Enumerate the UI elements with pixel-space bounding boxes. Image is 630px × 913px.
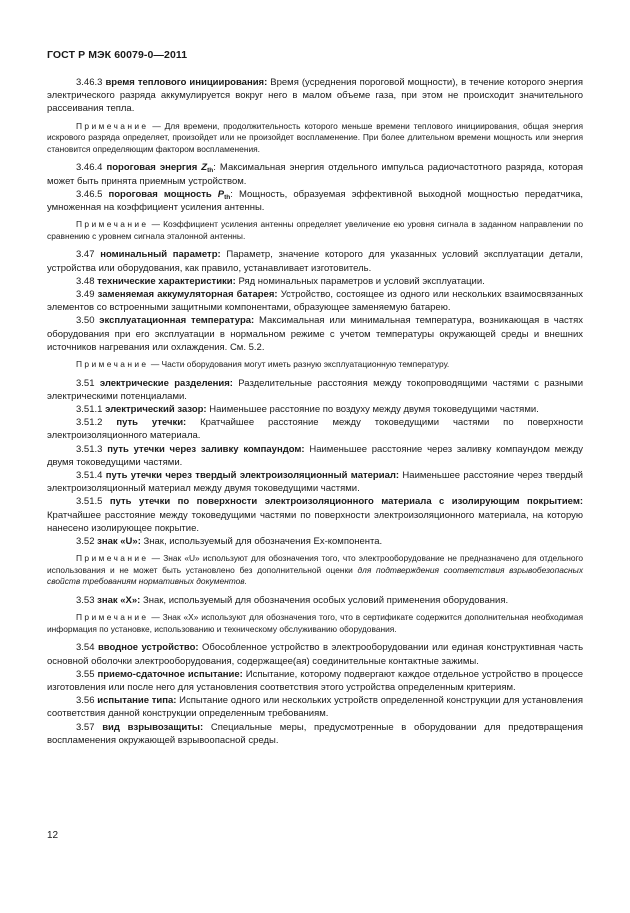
- definition: Наименьшее расстояние через твердый электроизоляционный материал между двумя токоведущими частями.: [47, 470, 583, 495]
- term: приемо-сдаточное испытание:: [97, 668, 243, 680]
- definition: Знак, используемый для обозначения Ex-компонента.: [143, 536, 383, 548]
- term: путь утечки:: [116, 417, 187, 429]
- note-label: Примечание: [76, 219, 149, 230]
- note-label: Примечание: [76, 120, 149, 131]
- clause-number: 3.47: [76, 249, 95, 261]
- clause-number: 3.52: [76, 536, 95, 548]
- definition: Параметр, значение которого для указанных условий эксплуатации детали, устройства или оборудования, как правило, устанавливает изготовитель.: [47, 249, 584, 274]
- clause-number: 3.57: [76, 721, 95, 733]
- note-italic-text: для подтверждения соответствия взрывобезопасных свойств требованиям нормативных документов.: [47, 564, 584, 587]
- symbol-subscript: th: [224, 193, 231, 201]
- document-body: [47, 76, 583, 747]
- term: путь утечки через твердый электроизоляционный материал:: [105, 470, 400, 482]
- term: путь утечки через заливку компаундом:: [107, 443, 305, 455]
- term: знак «X»:: [97, 595, 141, 607]
- clause-3-51-3: [47, 443, 583, 469]
- clause-3-51-2: [47, 416, 583, 442]
- term: знак «U»:: [97, 536, 141, 548]
- term: путь утечки по поверхности электроизоляционного материала с изолирующим покрытием:: [109, 496, 584, 508]
- clause-3-46-5: [47, 188, 583, 214]
- clause-number: 3.55: [76, 668, 95, 680]
- term: электрический зазор:: [105, 404, 207, 416]
- term: испытание типа:: [97, 695, 177, 707]
- clause-number: 3.51: [76, 377, 95, 389]
- clause-3-51-5: [47, 495, 583, 535]
- note-3-50: [47, 359, 583, 371]
- term: эксплуатационная температура:: [99, 315, 255, 327]
- clause-3-46-3: [47, 76, 583, 116]
- clause-3-50: [47, 314, 583, 354]
- clause-number: 3.51.2: [76, 417, 103, 429]
- note-text: — Знак «X» используют для обозначения того, что в сертификате содержится дополнительная необходимая информация по установке, использованию и техническому обслуживанию оборудования.: [47, 612, 583, 634]
- note-3-53: [47, 612, 583, 635]
- definition: Кратчайшее расстояние между токоведущими частями по поверхности электроизоляционного материала, на которую нанесено изолирующее покрытие.: [47, 509, 583, 534]
- symbol: P: [217, 188, 225, 200]
- clause-3-51: [47, 377, 583, 403]
- clause-number: 3.51.1: [76, 404, 103, 416]
- clause-3-51-1: [47, 403, 583, 416]
- definition: : Максимальная энергия отдельного импульса радиочастотного разряда, которая может быть принята приемным устройством.: [47, 162, 583, 187]
- clause-number: 3.53: [76, 595, 95, 607]
- note-3-46-5: [47, 219, 583, 242]
- clause-number: 3.51.5: [76, 496, 103, 508]
- note-3-52: [47, 553, 583, 588]
- note-text: — Коэффициент усиления антенны определяет увеличение ею уровня сигнала в заданном направлении по сравнению с уровнем сигнала эталонной антенны.: [47, 219, 584, 241]
- clause-number: 3.50: [76, 315, 95, 327]
- clause-number: 3.46.4: [76, 162, 103, 174]
- clause-3-49: [47, 288, 583, 314]
- note-label: Примечание: [76, 612, 149, 623]
- term: заменяемая аккумуляторная батарея:: [97, 289, 278, 300]
- definition: Максимальная или минимальная температура, возникающая в частях оборудования при его эксплуатации в нормальном режиме с учетом температуры окружающей среды и внешних источников нагревания или охлаждения. См. 5.2.: [47, 315, 584, 353]
- definition: Обособленное устройство в электрооборудовании или единая конструктивная часть основной оболочки электрооборудования, содержащее(ая) соединительные контактные зажимы.: [47, 642, 584, 667]
- term: пороговая энергия: [106, 162, 198, 174]
- definition: Ряд номинальных параметров и условий эксплуатации.: [238, 275, 485, 287]
- page-number: 12: [47, 830, 59, 841]
- clause-3-52: [47, 535, 583, 548]
- definition: Разделительные расстояния между токопроводящими частями с разными электрическими потенциалами.: [47, 377, 584, 402]
- term: электрические разделения:: [99, 377, 233, 389]
- clause-number: 3.46.5: [76, 188, 103, 200]
- clause-number: 3.54: [76, 642, 95, 654]
- definition: Наименьшее расстояние через заливку компаундом между двумя токоведущими частями.: [47, 443, 583, 468]
- symbol-subscript: th: [207, 167, 214, 175]
- clause-number: 3.51.3: [76, 443, 103, 455]
- clause-number: 3.46.3: [76, 77, 103, 88]
- clause-number: 3.56: [76, 695, 95, 707]
- note-label: Примечание: [76, 553, 149, 564]
- symbol: Z: [201, 162, 208, 174]
- clause-3-56: [47, 694, 583, 720]
- definition: Знак, используемый для обозначения особых условий применения оборудования.: [143, 595, 509, 607]
- clause-number: 3.51.4: [76, 470, 103, 482]
- clause-3-47: [47, 248, 583, 274]
- note-label: Примечание: [76, 359, 149, 370]
- term: технические характеристики:: [97, 275, 236, 287]
- clause-3-46-4: [47, 161, 583, 187]
- term: время теплового инициирования:: [105, 77, 268, 88]
- definition: : Мощность, образуемая эффективной выходной мощностью передатчика, умноженная на коэффициент усиления антенны.: [47, 188, 583, 213]
- clause-3-51-4: [47, 469, 583, 495]
- clause-3-53: [47, 594, 583, 607]
- clause-3-54: [47, 641, 583, 667]
- note-text: — Части оборудования могут иметь разную эксплуатационную температуру.: [150, 359, 450, 370]
- document-header: ГОСТ Р МЭК 60079-0—2011: [47, 49, 188, 61]
- term: вид взрывозащиты:: [102, 721, 204, 733]
- clause-number: 3.49: [76, 289, 95, 300]
- term: номинальный параметр:: [100, 249, 221, 261]
- definition: Наименьшее расстояние по воздуху между двумя токоведущими частями.: [209, 404, 539, 416]
- note-text: — Для времени, продолжительность которого меньше времени теплового инициирования, общая энергия искрового разряда определяет, произойдет или не произойдет воспламенение. При более длительном времени мощность или энергия становится определяющим фактором воспламенения.: [47, 120, 583, 154]
- clause-3-48: [47, 275, 583, 288]
- definition: Кратчайшее расстояние между токоведущими частями по поверхности электроизоляционного материала.: [47, 417, 584, 442]
- clause-number: 3.48: [76, 275, 95, 287]
- term: вводное устройство:: [97, 642, 199, 654]
- clause-3-57: [47, 721, 583, 747]
- definition: Время (усреднения пороговой мощности), в течение которого энергия электрического разряда аккумулируется вокруг него в малом объеме газа, при этом не происходит значительного рассеивания тепла.: [47, 77, 584, 115]
- definition: Испытание одного или нескольких устройств определенной конструкции для установления соответствия данной конструкции определенным требованиям.: [47, 695, 584, 720]
- term: пороговая мощность: [108, 188, 212, 200]
- note-3-46-3: [47, 121, 583, 156]
- definition: Испытание, которому подвергают каждое отдельное устройство в процессе изготовления или после него для установления соответствия этого устройства определенным критериям.: [47, 668, 583, 694]
- definition: Устройство, состоящее из одного или нескольких взаимосвязанных элементов со встроенными защитными компонентами, образующее заменяемую батарею.: [47, 289, 583, 314]
- note-text: — Знак «U» используют для обозначения того, что электрооборудование не предназначено для отдельного использования и не может быть установлено без дополнительной оценки: [47, 553, 584, 575]
- definition: Специальные меры, предусмотренные в оборудовании для предотвращения воспламенения окружающей взрывоопасной среды.: [47, 721, 584, 746]
- clause-3-55: [47, 668, 583, 694]
